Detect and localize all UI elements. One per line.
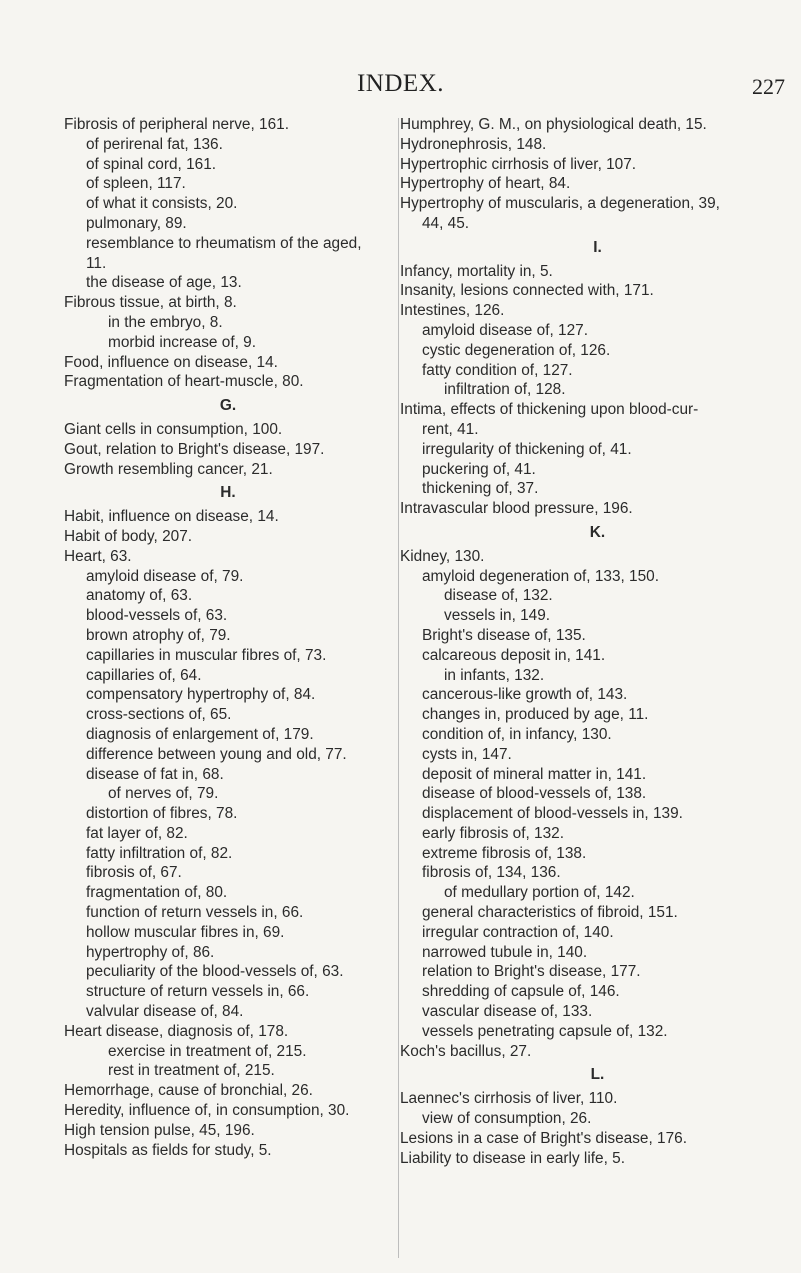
index-subentry: in infants, 132.: [444, 666, 545, 684]
index-subentry: cross-sections of, 65.: [86, 706, 232, 724]
index-entry: Habit of body, 207.: [64, 527, 193, 545]
index-subentry: of what it consists, 20.: [86, 195, 238, 213]
index-subentry: shredding of capsule of, 146.: [422, 983, 620, 1001]
index-subentry: general characteristics of fibroid, 151.: [422, 904, 678, 922]
index-subentry: exercise in treatment of, 215.: [108, 1042, 307, 1060]
index-subentry: disease of fat in, 68.: [86, 765, 224, 783]
index-entry: Fibrous tissue, at birth, 8.: [64, 294, 237, 312]
index-subentry: changes in, produced by age, 11.: [422, 706, 649, 724]
index-subentry: compensatory hypertrophy of, 84.: [86, 686, 316, 704]
page-title: INDEX.: [356, 70, 444, 97]
index-entry: Insanity, lesions connected with, 171.: [400, 282, 654, 300]
index-subentry: brown atrophy of, 79.: [86, 626, 231, 644]
index-subentry: hypertrophy of, 86.: [86, 943, 215, 961]
index-subentry: structure of return vessels in, 66.: [86, 983, 310, 1001]
index-subentry: peculiarity of the blood-vessels of, 63.: [86, 963, 344, 981]
index-subentry: narrowed tubule in, 140.: [422, 943, 588, 961]
index-subentry: displacement of blood-vessels in, 139.: [422, 805, 683, 823]
index-subentry: blood-vessels of, 63.: [86, 607, 228, 625]
index-subentry: fat layer of, 82.: [86, 824, 188, 842]
index-subentry: vessels in, 149.: [444, 607, 551, 625]
index-subentry: cysts in, 147.: [422, 745, 512, 763]
index-entry: Liability to disease in early life, 5.: [400, 1149, 625, 1167]
index-subentry: vessels penetrating capsule of, 132.: [422, 1022, 668, 1040]
index-subentry: fragmentation of, 80.: [86, 884, 228, 902]
index-entry: Fragmentation of heart-muscle, 80.: [64, 373, 304, 391]
index-subentry: deposit of mineral matter in, 141.: [422, 765, 647, 783]
index-subentry: fibrosis of, 67.: [86, 864, 182, 882]
index-subentry: of medullary portion of, 142.: [444, 884, 635, 902]
index-subentry: cancerous-like growth of, 143.: [422, 686, 628, 704]
index-entry: Hospitals as fields for study, 5.: [64, 1141, 272, 1159]
column-divider: [398, 118, 399, 1258]
index-entry: Hypertrophy of heart, 84.: [400, 175, 571, 193]
index-entry: Gout, relation to Bright's disease, 197.: [64, 440, 325, 458]
section-letter-heading: G.: [219, 397, 237, 415]
index-entry: Giant cells in consumption, 100.: [64, 420, 283, 438]
index-subentry: cystic degeneration of, 126.: [422, 341, 611, 359]
index-subentry: rest in treatment of, 215.: [108, 1062, 275, 1080]
index-subentry: thickening of, 37.: [422, 480, 539, 498]
index-subentry: relation to Bright's disease, 177.: [422, 963, 641, 981]
index-subentry: diagnosis of enlargement of, 179.: [86, 725, 314, 743]
index-entry: Lesions in a case of Bright's disease, 176.: [400, 1129, 687, 1147]
index-subentry: rent, 41.: [422, 420, 479, 438]
index-subentry: of nerves of, 79.: [108, 785, 219, 803]
index-subentry: condition of, in infancy, 130.: [422, 725, 612, 743]
index-subentry: difference between young and old, 77.: [86, 745, 347, 763]
index-subentry: vascular disease of, 133.: [422, 1003, 593, 1021]
section-letter-heading: I.: [593, 238, 602, 256]
index-entry: Humphrey, G. M., on physiological death, 15.: [400, 116, 707, 133]
index-entry: Heart disease, diagnosis of, 178.: [64, 1022, 289, 1040]
index-subentry: function of return vessels in, 66.: [86, 904, 304, 922]
index-entry: Koch's bacillus, 27.: [400, 1042, 532, 1060]
index-subentry: of perirenal fat, 136.: [86, 135, 223, 153]
index-entry: Heredity, influence of, in consumption, 30.: [64, 1102, 350, 1120]
index-subentry: extreme fibrosis of, 138.: [422, 844, 587, 862]
index-subentry: 11.: [86, 254, 107, 272]
index-subentry: amyloid disease of, 127.: [422, 321, 588, 339]
index-subentry: amyloid degeneration of, 133, 150.: [422, 567, 660, 585]
index-entry: Infancy, mortality in, 5.: [400, 262, 553, 280]
index-entry: Hydronephrosis, 148.: [400, 135, 547, 153]
index-subentry: pulmonary, 89.: [86, 214, 187, 232]
index-entry: Hypertrophic cirrhosis of liver, 107.: [400, 155, 637, 173]
index-subentry: morbid increase of, 9.: [108, 333, 256, 351]
index-entry: Fibrosis of peripheral nerve, 161.: [64, 116, 289, 133]
index-entry: Intestines, 126.: [400, 302, 505, 320]
index-subentry: early fibrosis of, 132.: [422, 824, 565, 842]
index-entry: Laennec's cirrhosis of liver, 110.: [400, 1090, 618, 1108]
index-entry: Intima, effects of thickening upon blood-cur-: [400, 401, 699, 419]
index-column-right: [400, 115, 795, 1168]
index-subentry: calcareous deposit in, 141.: [422, 646, 606, 664]
index-subentry: 44, 45.: [422, 214, 470, 232]
index-entry: Growth resembling cancer, 21.: [64, 460, 273, 478]
index-subentry: in the embryo, 8.: [108, 313, 223, 331]
index-subentry: view of consumption, 26.: [422, 1110, 592, 1128]
index-subentry: fatty infiltration of, 82.: [86, 844, 233, 862]
index-subentry: the disease of age, 13.: [86, 274, 242, 292]
index-entry: Habit, influence on disease, 14.: [64, 508, 279, 526]
index-subentry: of spinal cord, 161.: [86, 155, 217, 173]
index-entry: Food, influence on disease, 14.: [64, 353, 278, 371]
index-entry: Intravascular blood pressure, 196.: [400, 500, 633, 518]
index-subentry: valvular disease of, 84.: [86, 1003, 244, 1021]
index-subentry: irregular contraction of, 140.: [422, 923, 614, 941]
index-subentry: of spleen, 117.: [86, 175, 186, 193]
index-subentry: hollow muscular fibres in, 69.: [86, 923, 285, 941]
index-subentry: resemblance to rheumatism of the aged,: [86, 234, 362, 252]
index-entry: Hemorrhage, cause of bronchial, 26.: [64, 1082, 313, 1100]
index-entry: Kidney, 130.: [400, 547, 485, 565]
index-subentry: fibrosis of, 134, 136.: [422, 864, 561, 882]
index-subentry: irregularity of thickening of, 41.: [422, 440, 632, 458]
index-subentry: distortion of fibres, 78.: [86, 805, 238, 823]
index-subentry: disease of blood-vessels of, 138.: [422, 785, 647, 803]
index-column-left: [64, 115, 392, 1160]
index-subentry: amyloid disease of, 79.: [86, 567, 244, 585]
index-subentry: disease of, 132.: [444, 587, 553, 605]
index-subentry: Bright's disease of, 135.: [422, 626, 586, 644]
index-subentry: anatomy of, 63.: [86, 587, 193, 605]
page-number: 227: [752, 74, 785, 99]
index-subentry: infiltration of, 128.: [444, 381, 566, 399]
section-letter-heading: L.: [590, 1066, 605, 1084]
index-subentry: capillaries of, 64.: [86, 666, 202, 684]
index-subentry: fatty condition of, 127.: [422, 361, 573, 379]
index-entry: Heart, 63.: [64, 547, 132, 565]
index-entry: High tension pulse, 45, 196.: [64, 1121, 255, 1139]
index-entry: Hypertrophy of muscularis, a degeneration, 39,: [400, 195, 720, 213]
section-letter-heading: K.: [589, 523, 606, 541]
index-subentry: capillaries in muscular fibres of, 73.: [86, 646, 327, 664]
section-letter-heading: H.: [220, 484, 236, 502]
index-subentry: puckering of, 41.: [422, 460, 536, 478]
